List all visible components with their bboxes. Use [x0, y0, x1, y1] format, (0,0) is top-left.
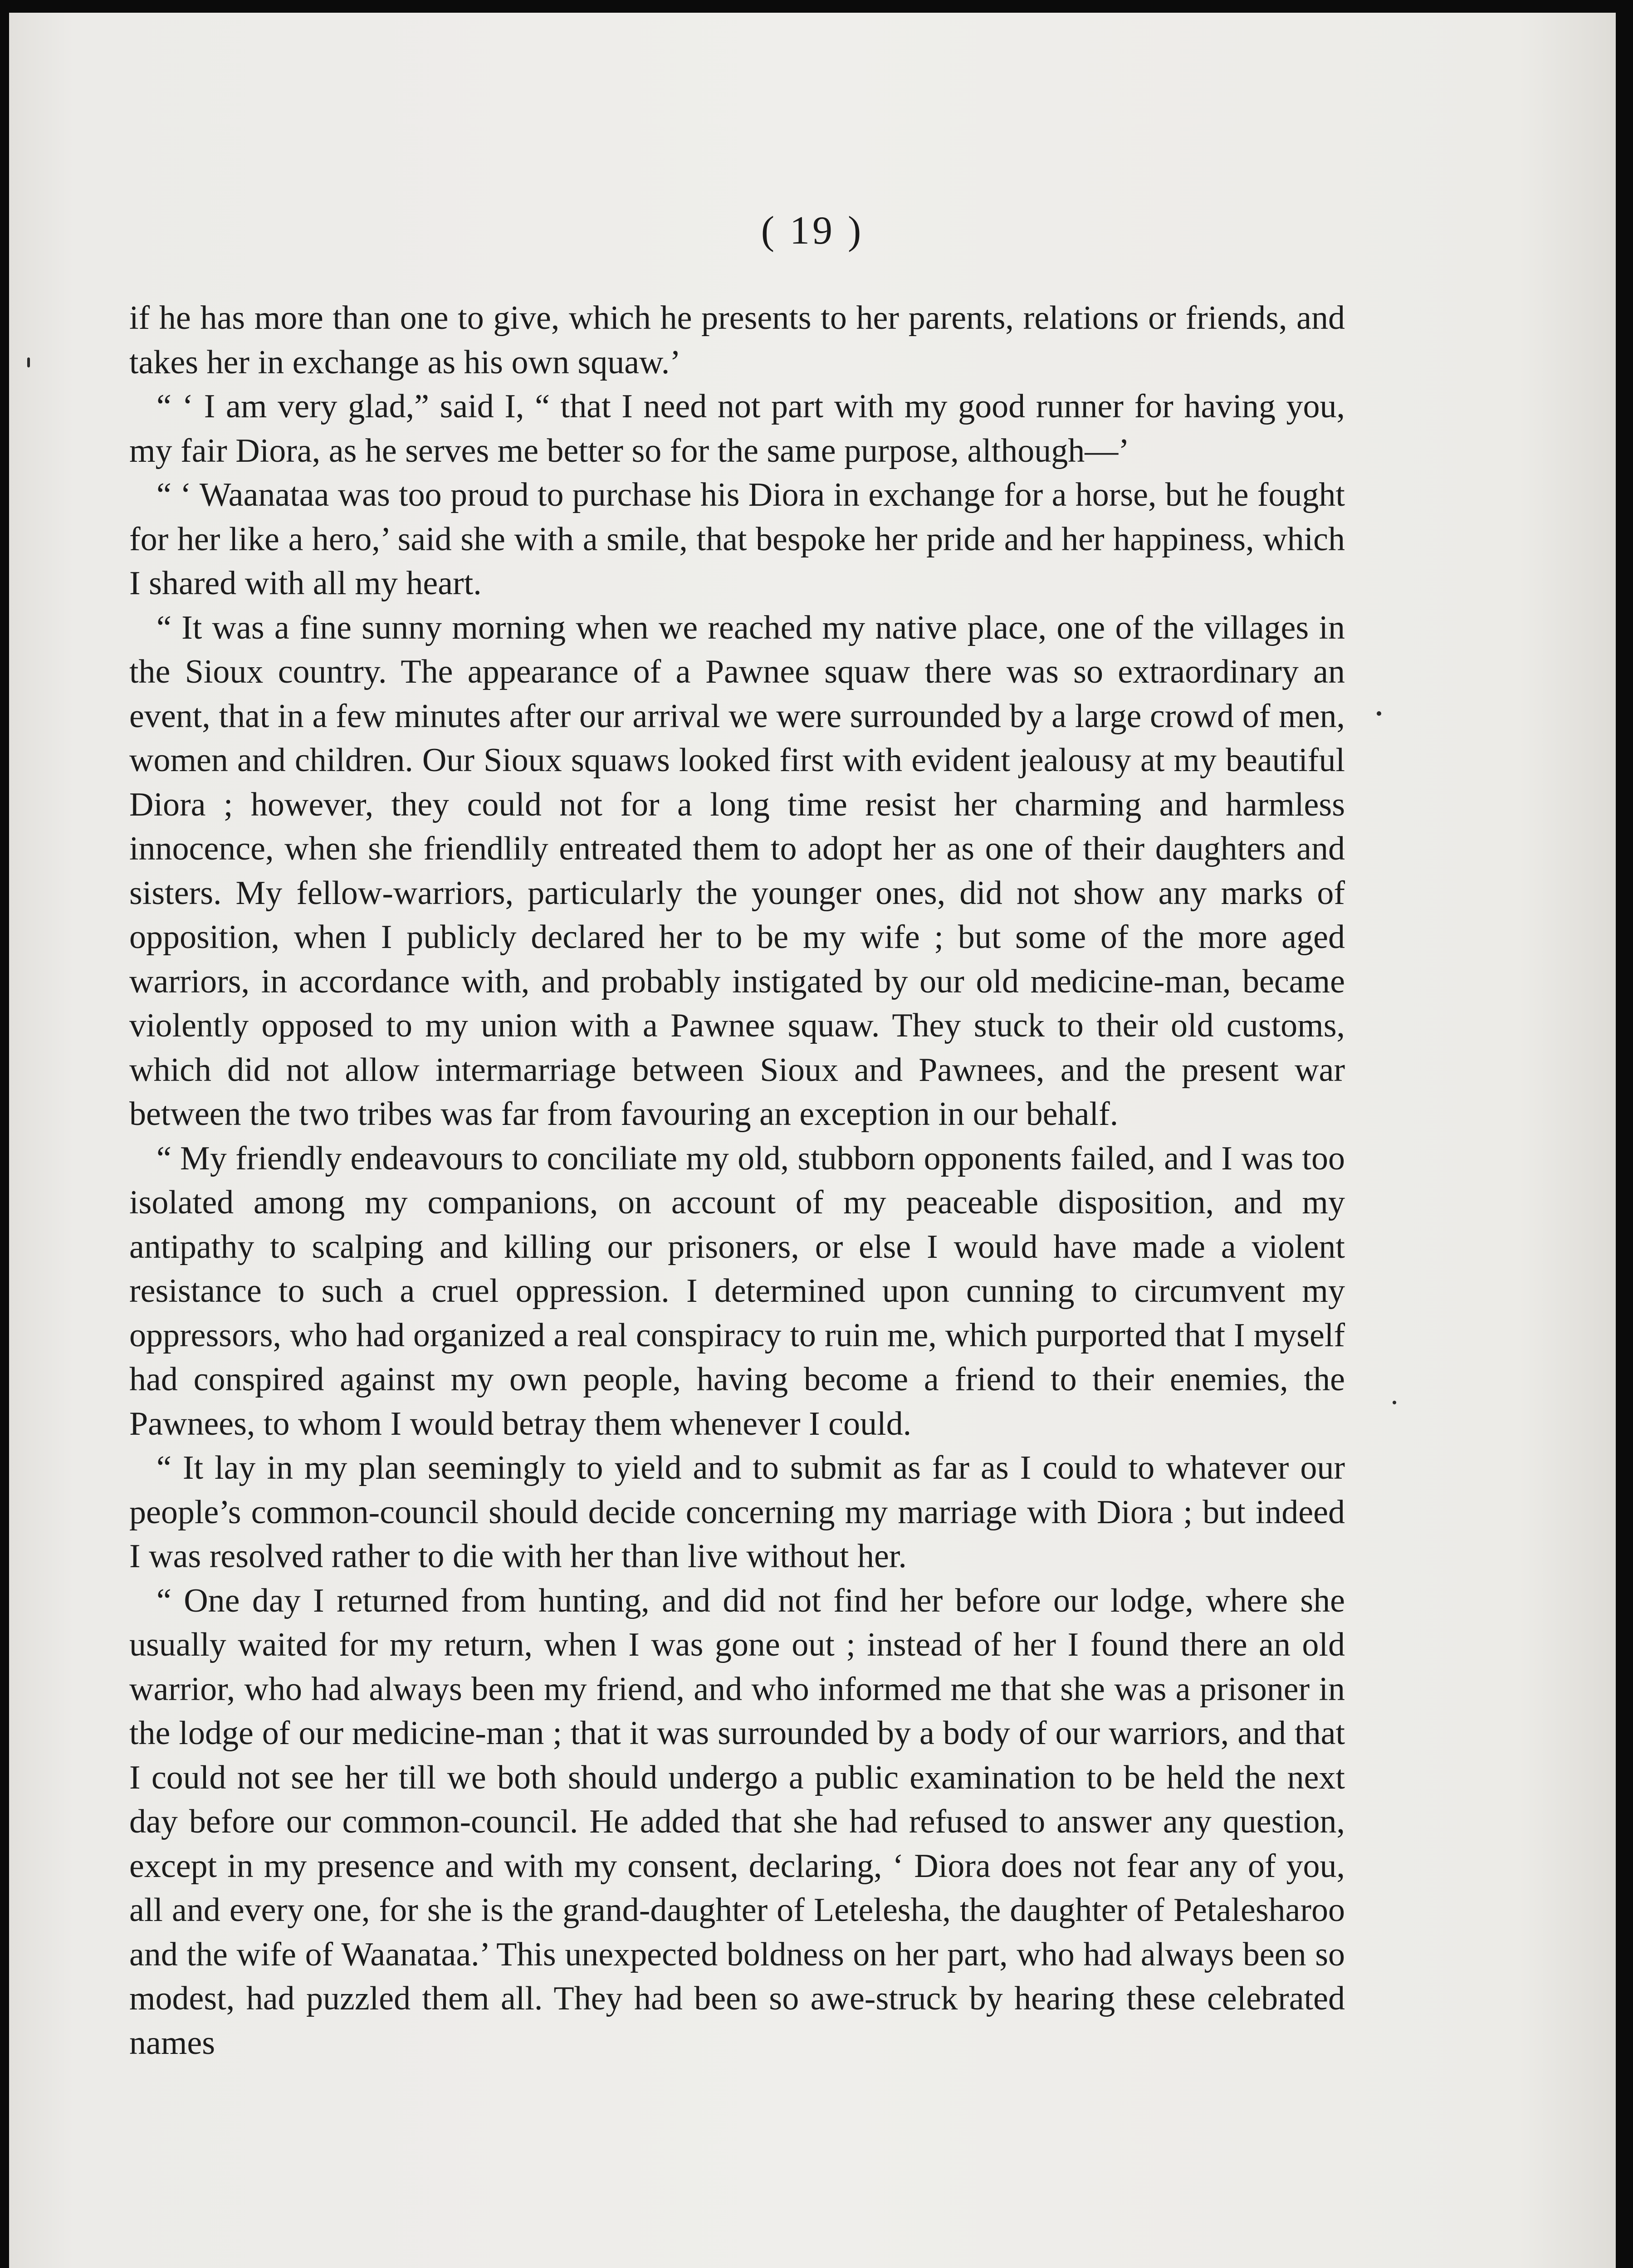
paragraph: if he has more than one to give, which he presents to her parents, relations or friends, and takes her in exchange as his own squaw.’	[129, 299, 1345, 381]
paragraph: “ One day I returned from hunting, and did not find her before our lodge, where she usually waited for my return, when I was gone out ; instead of her I found there an old warrior, who had always been my friend, and who informed me that she was a prisoner in the lodge of our medicine-man ; that it was surrounded by a body of our warriors, and that I could not see her till we both should undergo a public examination to be held the next day before our common-council. He added that she had refused to answer any question, except in my presence and with my consent, declaring, ‘ Diora does not fear any of you, all and every one, for she is the grand-daughter of Letelesha, the daughter of Petalesharoo and the wife of Waanataa.’ This unexpected boldness on her part, who had always been so modest, had puzzled them all. They had been so awe-struck by hearing these celebrated names	[129, 1582, 1345, 2062]
body-text	[129, 296, 1345, 2065]
paragraph: “ My friendly endeavours to conciliate my old, stubborn opponents failed, and I was too isolated among my companions, on account of my peaceable disposition, and my antipathy to scalping and killing our prisoners, or else I would have made a violent resistance to such a cruel oppression. I determined upon cunning to circumvent my oppressors, who had organized a real conspiracy to ruin me, which purported that I myself had conspired against my own people, having become a friend to their enemies, the Pawnees, to whom I would betray them whenever I could.	[129, 1139, 1345, 1442]
page-number: ( 19 )	[761, 209, 864, 253]
book-page	[9, 13, 1616, 2268]
paragraph: “ It was a fine sunny morning when we reached my native place, one of the villages in the Sioux country. The appearance of a Pawnee squaw there was so extraordinary an event, that in a few minutes after our arrival we were surrounded by a large crowd of men, women and children. Our Sioux squaws looked first with evident jealousy at my beautiful Diora ; however, they could not for a long time resist her charming and harmless innocence, when she friendlily entreated them to adopt her as one of their daughters and sisters. My fellow-warriors, particularly the younger ones, did not show any marks of opposition, when I publicly declared her to be my wife ; but some of the more aged warriors, in accordance with, and probably instigated by our old medicine-man, became violently opposed to my union with a Pawnee squaw. They stuck to their old customs, which did not allow intermarriage between Sioux and Pawnees, and the present war between the two tribes was far from favouring an exception in our behalf.	[129, 609, 1345, 1133]
page-speck	[1393, 1401, 1396, 1404]
paragraph: “ ‘ I am very glad,” said I, “ that I need not part with my good runner for having you, my fair Diora, as he serves me better so for the same purpose, although—’	[129, 388, 1345, 469]
page-speck	[27, 357, 30, 367]
page-speck	[1377, 711, 1381, 716]
paragraph: “ ‘ Waanataa was too proud to purchase his Diora in exchange for a horse, but he fought for her like a hero,’ said she with a smile, that bespoke her pride and her happiness, which I shared with all my heart.	[129, 476, 1345, 602]
paragraph: “ It lay in my plan seemingly to yield and to submit as far as I could to whatever our people’s common-council should decide concerning my marriage with Diora ; but indeed I was resolved rather to die with her than live without her.	[129, 1449, 1345, 1575]
